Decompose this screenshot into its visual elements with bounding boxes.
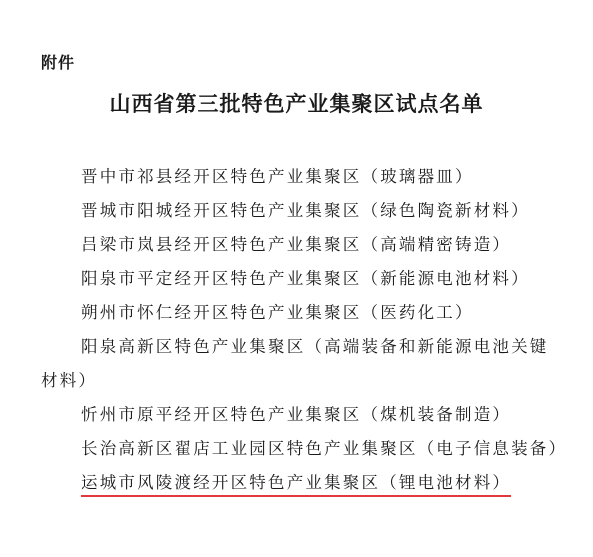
list-item <box>41 194 561 228</box>
list-item-highlighted <box>41 466 561 500</box>
list-item-text: 晋中市祁县经开区特色产业集聚区（玻璃器皿） <box>81 167 474 186</box>
list-item <box>41 262 561 296</box>
list-item-text: 阳泉市平定经开区特色产业集聚区（新能源电池材料） <box>81 269 530 288</box>
list-item <box>41 432 568 466</box>
list-item-text: 长治高新区翟店工业园区特色产业集聚区（电子信息装备） <box>81 439 568 458</box>
document-title: 山西省第三批特色产业集聚区试点名单 <box>109 91 484 116</box>
list-item-text: 晋城市阳城经开区特色产业集聚区（绿色陶瓷新材料） <box>81 201 530 220</box>
list-item <box>41 228 561 262</box>
list-item <box>41 330 561 398</box>
attachment-label: 附件 <box>41 53 76 72</box>
list-item-text: 朔州市怀仁经开区特色产业集聚区（医药化工） <box>81 303 474 322</box>
list-item-text: 忻州市原平经开区特色产业集聚区（煤机装备制造） <box>81 405 512 424</box>
list-item <box>41 160 561 194</box>
pilot-list <box>41 160 568 500</box>
highlighted-item-text: 运城市风陵渡经开区特色产业集聚区（锂电池材料） <box>81 473 511 497</box>
list-item-text: 阳泉高新区特色产业集聚区（高端装备和新能源电池关键材料） <box>41 337 549 390</box>
list-item <box>41 296 561 330</box>
list-item-text: 吕梁市岚县经开区特色产业集聚区（高端精密铸造） <box>81 235 512 254</box>
list-item <box>41 398 561 432</box>
